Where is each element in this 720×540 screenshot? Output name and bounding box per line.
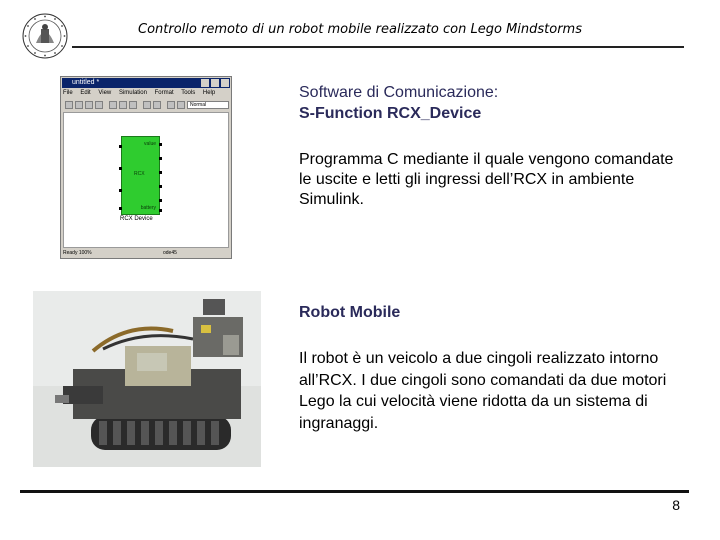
header-title: Controllo remoto di un robot mobile realizzato con Lego Mindstorms: [138, 22, 582, 37]
robot-heading: Robot Mobile: [299, 304, 401, 321]
page-number: 8: [672, 497, 680, 513]
maximize-button[interactable]: [211, 79, 219, 87]
close-button[interactable]: [221, 79, 229, 87]
print-icon[interactable]: [95, 101, 103, 109]
menu-help[interactable]: Help: [202, 90, 216, 96]
toolbar: [63, 99, 229, 111]
window-title-bar: [62, 78, 230, 88]
undo-icon[interactable]: [143, 101, 151, 109]
minimize-button[interactable]: [201, 79, 209, 87]
software-description: Programma C mediante il quale vengono comandate le uscite e letti gli ingressi dell’RCX in ambiente Simulink.: [299, 151, 674, 208]
input-port[interactable]: [119, 167, 122, 170]
status-bar: [63, 249, 229, 257]
paste-icon[interactable]: [129, 101, 137, 109]
status-solver: ode45: [163, 250, 177, 256]
simulation-mode-select[interactable]: Normal: [187, 101, 229, 109]
menu-tools[interactable]: Tools: [181, 90, 196, 96]
redo-icon[interactable]: [153, 101, 161, 109]
window-title: untitled *: [72, 79, 100, 86]
output-port[interactable]: [159, 171, 162, 174]
output-port[interactable]: [159, 157, 162, 160]
robot-description: Il robot è un veicolo a due cingoli realizzato intorno all’RCX. I due cingoli sono comandati da due motori Lego la cui velocità viene ridotta da un sistema di ingranaggi.: [299, 350, 667, 432]
software-heading: [299, 82, 679, 124]
university-seal-logo: [22, 13, 68, 59]
block-label-center: RCX: [134, 171, 145, 177]
input-port[interactable]: [119, 189, 122, 192]
block-label-top: value: [144, 141, 156, 147]
play-icon[interactable]: [167, 101, 175, 109]
software-heading-line2: S-Function RCX_Device: [299, 105, 482, 122]
open-icon[interactable]: [75, 101, 83, 109]
header-divider: [72, 46, 684, 48]
menu-bar: [63, 89, 229, 98]
menu-file[interactable]: File: [63, 90, 73, 96]
cut-icon[interactable]: [109, 101, 117, 109]
input-port[interactable]: [119, 145, 122, 148]
model-canvas[interactable]: [63, 112, 229, 248]
copy-icon[interactable]: [119, 101, 127, 109]
input-port[interactable]: [119, 207, 122, 210]
menu-simulation[interactable]: Simulation: [118, 90, 147, 96]
output-port[interactable]: [159, 143, 162, 146]
output-port[interactable]: [159, 209, 162, 212]
output-port[interactable]: [159, 185, 162, 188]
block-caption: RCX Device: [120, 216, 153, 222]
block-label-bottom: battery: [140, 205, 156, 211]
output-port[interactable]: [159, 199, 162, 202]
software-heading-line1: Software di Comunicazione:: [299, 84, 499, 101]
footer-divider: [20, 490, 689, 493]
save-icon[interactable]: [85, 101, 93, 109]
menu-format[interactable]: Format: [154, 90, 174, 96]
robot-photo: [33, 291, 261, 467]
simulink-window: [60, 76, 232, 259]
status-left: Ready 100%: [63, 250, 92, 256]
menu-edit[interactable]: Edit: [80, 90, 91, 96]
rcx-device-block[interactable]: [121, 136, 160, 215]
stop-icon[interactable]: [177, 101, 185, 109]
menu-view[interactable]: View: [98, 90, 112, 96]
new-icon[interactable]: [65, 101, 73, 109]
